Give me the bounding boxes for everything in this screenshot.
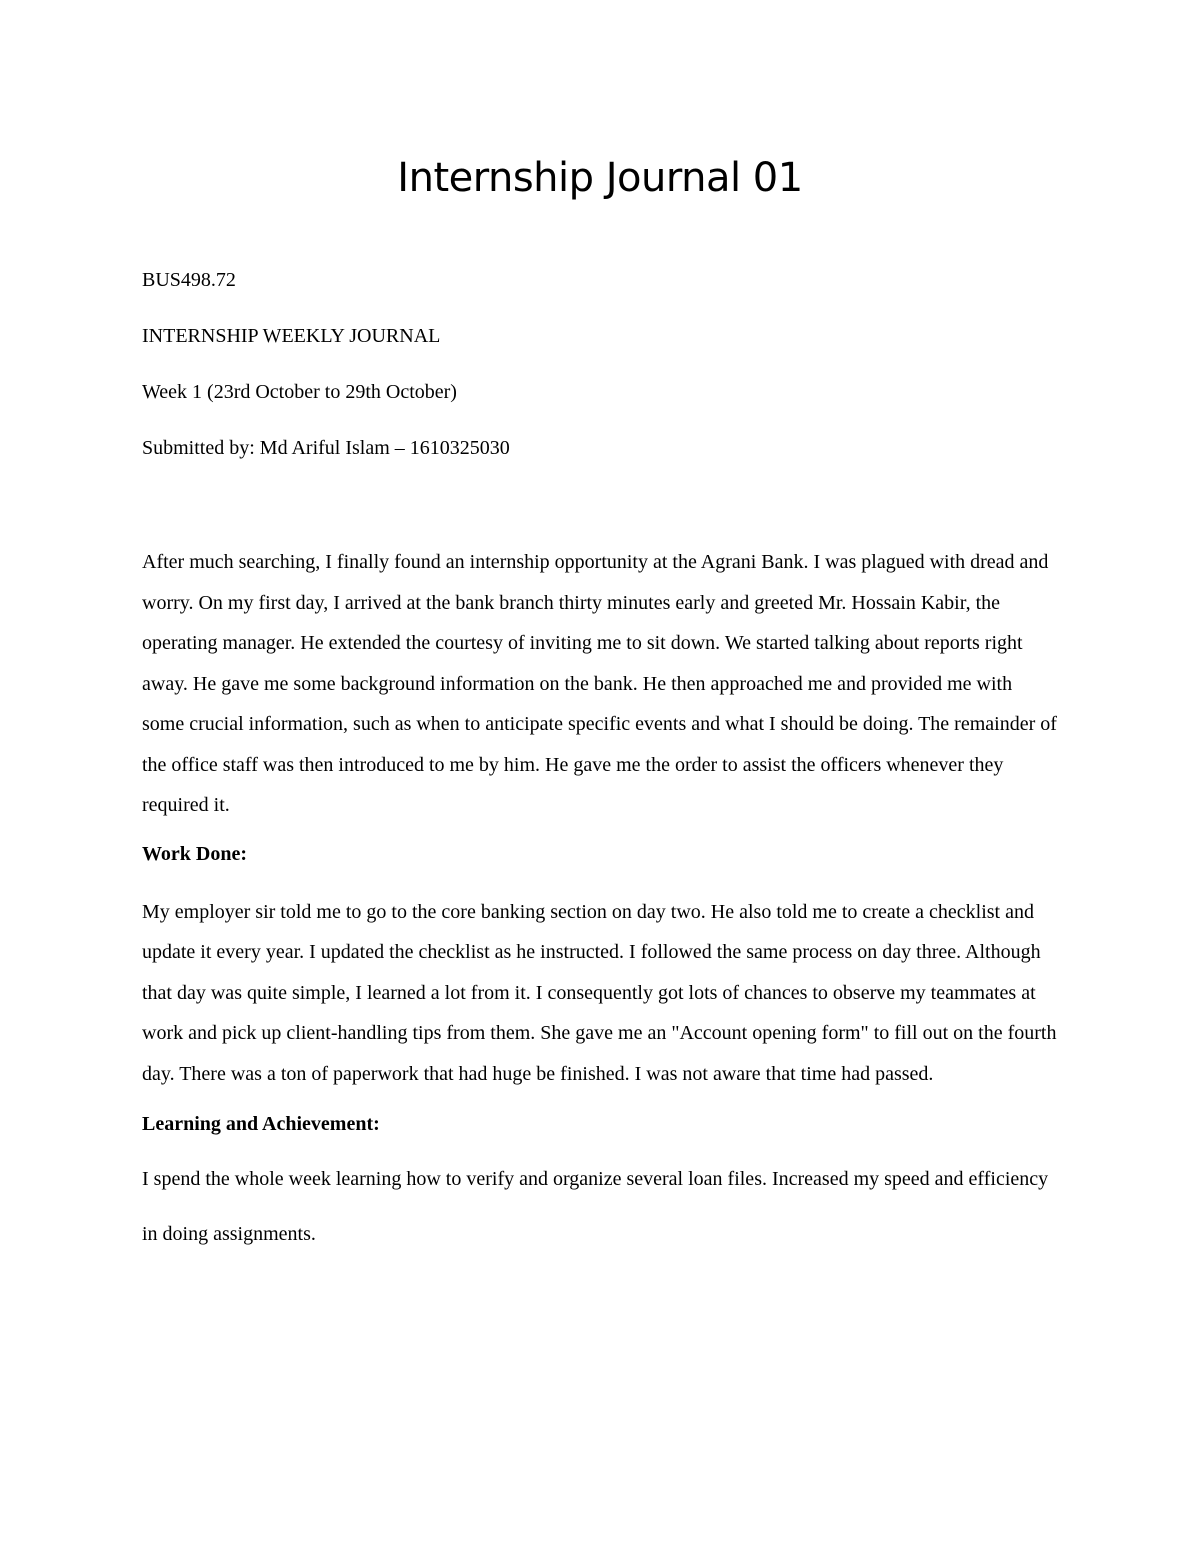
document-title: Internship Journal 01: [397, 155, 803, 201]
document-body: [142, 266, 1058, 1262]
intro-paragraph: After much searching, I finally found an internship opportunity at the Agrani Bank. I was plagued with dread and worry. On my first day, I arrived at the bank branch thirty minutes early and greeted Mr. Hossain Kabir, the operating manager. He extended the courtesy of inviting me to sit down. We started talking about reports right away. He gave me some background information on the bank. He then approached me and provided me with some crucial information, such as when to anticipate specific events and what I should be doing. The remainder of the office staff was then introduced to me by him. He gave me the order to assist the officers whenever they required it.: [142, 551, 1057, 816]
week-range: Week 1 (23rd October to 29th October): [142, 381, 457, 403]
course-code: BUS498.72: [142, 269, 236, 291]
work-done-heading: Work Done:: [142, 842, 247, 865]
work-done-paragraph: My employer sir told me to go to the core banking section on day two. He also told me to create a checklist and update it every year. I updated the checklist as he instructed. I followed the same process on day three. Although that day was quite simple, I learned a lot from it. I consequently got lots of chances to observe my teammates at work and pick up client-handling tips from them. She gave me an "Account opening form" to fill out on the fourth day. There was a ton of paperwork that had huge be finished. I was not aware that time had passed.: [142, 900, 1057, 1085]
learning-paragraph: I spend the whole week learning how to verify and organize several loan files. Increased my speed and efficiency in doing assignments.: [142, 1168, 1049, 1245]
submitted-by: Submitted by: Md Ariful Islam – 1610325030: [142, 437, 510, 459]
learning-heading: Learning and Achievement:: [142, 1113, 380, 1135]
journal-label: INTERNSHIP WEEKLY JOURNAL: [142, 325, 441, 347]
